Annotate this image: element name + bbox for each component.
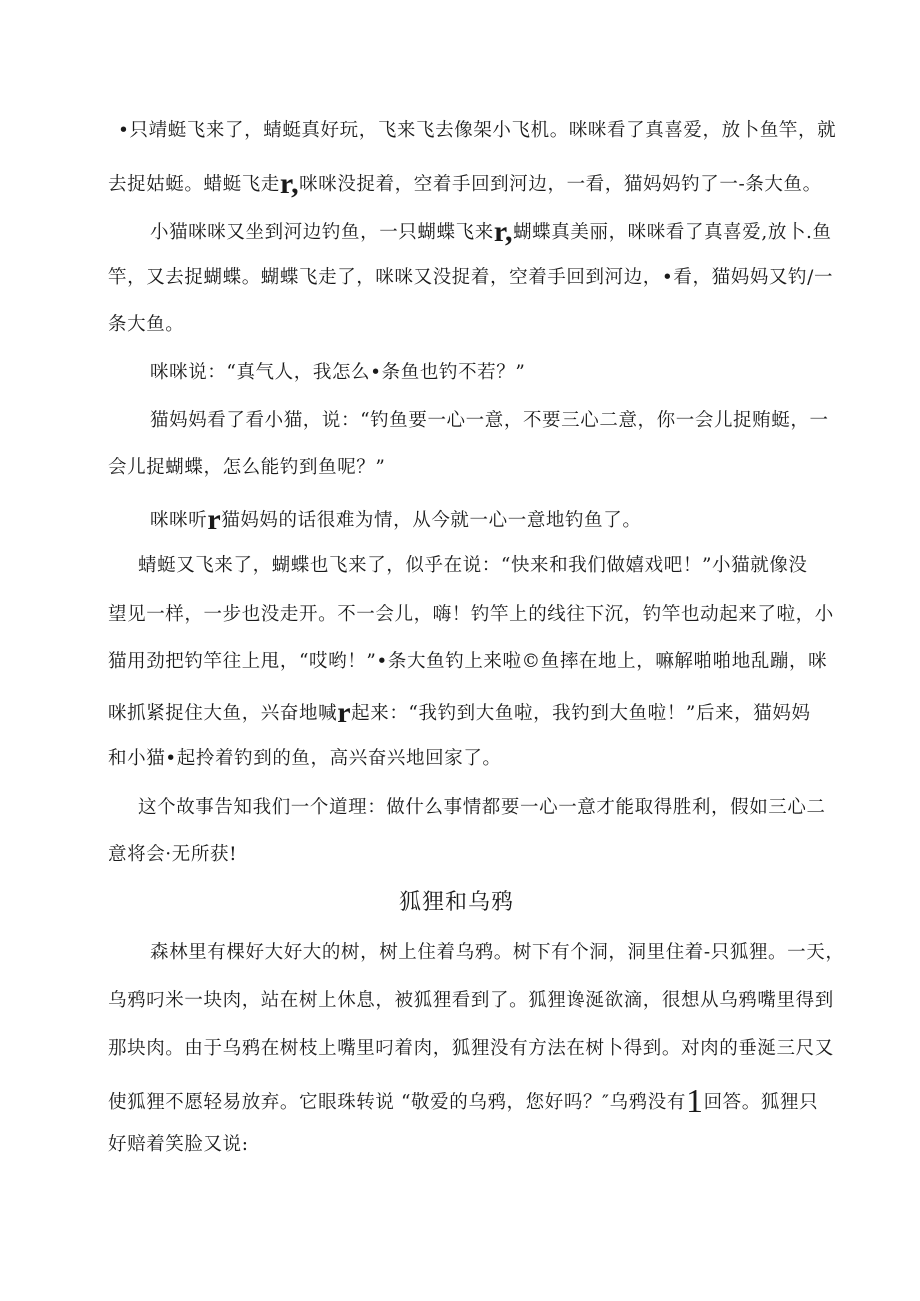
story1-p1-line2-b: 咪咪没捉着，空着手回到河边，一看，猫妈妈钓了一-条大鱼。: [299, 174, 822, 195]
story2-p1-line4: [108, 1085, 818, 1119]
story1-p1-line2-glyph: r,: [279, 167, 300, 200]
story2-p1-line2: 乌鸦叼米一块肉，站在树上休息，被狐狸看到了。狐狸谗涎欲滴，很想从乌鸦嘴里得到: [108, 990, 834, 1011]
story1-p7-line1: 这个故事告知我们一个道理：做什么事情都要一心一意才能取得胜利，假如三心二: [138, 797, 826, 818]
story2-p1-line4-glyph: 1: [685, 1083, 704, 1120]
story1-p7-line2: 意将会·无所获!: [108, 844, 238, 865]
story1-p6-line4-a: 咪抓紧捉住大鱼，兴奋地喊: [108, 703, 338, 724]
story2-title: 狐狸和乌鸦: [399, 890, 515, 915]
story1-p2-line1-a: 小猫咪咪又坐到河边钓鱼，一只蝴蝶飞来: [150, 222, 494, 243]
story1-p4-line1: 猫妈妈看了看小猫，说：“钓鱼要一心一意，不要三心二意，你一会儿捉贿蜓，一: [150, 410, 829, 431]
story1-p2-line1: [150, 217, 832, 247]
story1-p2-line3: 条大鱼。: [108, 314, 185, 335]
story1-p2-line1-glyph: r,: [493, 215, 514, 248]
story1-p5-line1-a: 咪咪听: [150, 510, 208, 531]
story2-p1-line1: 森林里有棵好大好大的树，树上住着乌鸦。树下有个洞，洞里住着-只狐狸。一天，: [150, 942, 845, 963]
story1-p3-line1: 咪咪说：“真气人，我怎么•条鱼也钓不若？”: [150, 362, 526, 383]
story2-p1-line3: 那块肉。由于乌鸦在树枝上嘴里叼着肉，狐狸没有方法在树卜得到。对肉的垂涎三尺又: [108, 1038, 834, 1059]
story1-p1-line2: [108, 169, 822, 199]
story1-p2-line2: 竿，又去捉蝴蝶。蝴蝶飞走了，咪咪又没捉着，空着手回到河边，•看，猫妈妈又钓/一: [108, 267, 834, 288]
story1-p5-line1-glyph: r: [207, 503, 222, 536]
story1-p5-line1-b: 猫妈妈的话很难为情，从今就一心一意地钓鱼了。: [221, 510, 642, 531]
story1-p5-line1: [150, 505, 641, 535]
story1-p6-line1: 蜻蜓又飞来了，蝴蝶也飞来了，似乎在说：“快来和我们做嬉戏吧！”小猫就像没: [138, 555, 808, 576]
story1-p1-line2-a: 去捉姑蜓。蜡蜓飞走: [108, 174, 280, 195]
story1-p6-line3: 猫用劲把钓竿往上甩，“哎哟！”•条大鱼钓上来啦©鱼摔在地上，嘛解啪啪地乱蹦，咪: [108, 651, 828, 672]
story1-p6-line4-glyph: r: [337, 696, 352, 729]
story2-p1-line4-b: 回答。狐狸只: [703, 1092, 819, 1113]
story1-p4-line2: 会儿捉蝴蝶，怎么能钓到鱼呢？”: [108, 457, 386, 478]
story2-p1-line5: 好赔着笑脸又说:: [108, 1134, 249, 1155]
story1-p6-line4-b: 起来：“我钓到大鱼啦，我钓到大鱼啦！”后来，猫妈妈: [351, 703, 811, 724]
story1-p6-line4: [108, 698, 811, 728]
story2-p1-line4-a: 使狐狸不愿轻易放弃。它眼珠转说 “敬爱的乌鸦，您好吗？″乌鸦没有: [108, 1092, 686, 1113]
story1-p2-line1-b: 蝴蝶真美丽，咪咪看了真喜爱,放卜.鱼: [513, 222, 832, 243]
story1-p1-line1: •只靖蜓飞来了，蜻蜓真好玩，飞来飞去像架小飞机。咪咪看了真喜爱，放卜鱼竿，就: [118, 120, 837, 141]
story1-p6-line5: 和小猫•起拎着钓到的鱼，高兴奋兴地回家了。: [108, 748, 502, 769]
story1-p6-line2: 望见一样，一步也没走开。不一会儿，嗨！钓竿上的线往下沉，钓竿也动起来了啦，小: [108, 604, 834, 625]
